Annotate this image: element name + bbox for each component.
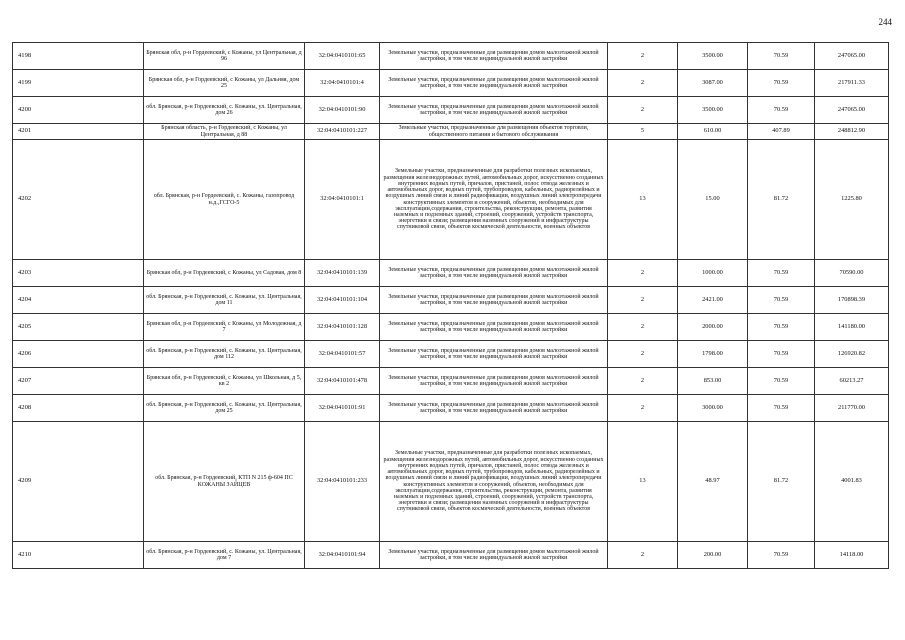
land-use-cell: Земельные участки, предназначенные для разработки полезных ископаемых, размещения железнодорожных путей, автомобильных дорог, искусственно созданных внутренних водных путей, причалов, пристаней, полос отвода железных и автомобильных дорог, водных путей, трубопроводов, кабельных, радиорелейных и воздушных линий связи и линий радиофикации, воздушных линий электропередачи конструктивных элементов и сооружений, объектов, необходимых для эксплуатации,содержания, строительства, реконструкции, ремонта, развития наземных и подземных зданий, строений, сооружений, устройств транспорта, энергетики и связи; размещения наземных сооружений и инфраструктуры спутниковой связи, объектов космической деятельности, военных объектов [380, 422, 608, 542]
land-use-cell: Земельные участки, предназначенные для разработки полезных ископаемых, размещения железнодорожных путей, автомобильных дорог, искусственно созданных внутренних водных путей, причалов, пристаней, полос отвода железных и автомобильных дорог, водных путей, трубопроводов, кабельных, радиорелейных и воздушных линий связи и линий радиофикации, воздушных линий электропередачи конструктивных элементов и сооружений, объектов, необходимых для эксплуатации,содержания, строительства, реконструкции, ремонта, развития наземных и подземных зданий, строений, сооружений, устройств транспорта, энергетики и связи; размещения наземных сооружений и инфраструктуры спутниковой связи, объектов космической деятельности, военных объектов [380, 140, 608, 260]
specific-value-cell: 70.59 [748, 43, 815, 70]
group-cell: 5 [608, 124, 678, 140]
cadastral-value-cell: 248812.90 [815, 124, 889, 140]
group-cell: 2 [608, 314, 678, 341]
table-row [13, 140, 889, 260]
cadastral-value-table [12, 42, 889, 569]
cadastral-value-cell: 217911.33 [815, 70, 889, 97]
land-use-cell: Земельные участки, предназначенные для размещения домов малоэтажной жилой застройки, в том числе индивидуальной жилой застройки [380, 260, 608, 287]
specific-value-cell: 70.59 [748, 97, 815, 124]
area-cell: 853.00 [678, 368, 748, 395]
table-row [13, 422, 889, 542]
area-cell: 2000.00 [678, 314, 748, 341]
land-use-cell: Земельные участки, предназначенные для размещения домов малоэтажной жилой застройки, в том числе индивидуальной жилой застройки [380, 97, 608, 124]
table-row [13, 341, 889, 368]
specific-value-cell: 70.59 [748, 70, 815, 97]
specific-value-cell: 70.59 [748, 341, 815, 368]
address-cell: обл. Брянская, р-н Гордеевский, с. Кожаны, ул. Центральная, дом 26 [144, 97, 305, 124]
land-use-cell: Земельные участки, предназначенные для размещения домов малоэтажной жилой застройки, в том числе индивидуальной жилой застройки [380, 70, 608, 97]
table-row [13, 43, 889, 70]
cadastral-value-cell: 4001.83 [815, 422, 889, 542]
cadastral-number-cell: 32:04:0410101:90 [305, 97, 380, 124]
row-number: 4209 [13, 422, 144, 542]
address-cell: обл. Брянская, р-н Гордеевский, с. Кожаны, газопровод н.д.,ГСГО-5 [144, 140, 305, 260]
land-use-cell: Земельные участки, предназначенные для размещения домов малоэтажной жилой застройки, в том числе индивидуальной жилой застройки [380, 341, 608, 368]
address-cell: Брянская обл, р-н Гордеевский, с Кожаны, ул Садовая, дом 8 [144, 260, 305, 287]
cadastral-number-cell: 32:04:0410101:94 [305, 542, 380, 569]
table-row [13, 97, 889, 124]
cadastral-value-cell: 170898.39 [815, 287, 889, 314]
specific-value-cell: 70.59 [748, 287, 815, 314]
area-cell: 3087.00 [678, 70, 748, 97]
specific-value-cell: 81.72 [748, 140, 815, 260]
area-cell: 1798.00 [678, 341, 748, 368]
table-row [13, 368, 889, 395]
cadastral-value-cell: 211770.00 [815, 395, 889, 422]
group-cell: 13 [608, 140, 678, 260]
area-cell: 200.00 [678, 542, 748, 569]
table-row [13, 542, 889, 569]
specific-value-cell: 407.89 [748, 124, 815, 140]
group-cell: 2 [608, 395, 678, 422]
area-cell: 1000.00 [678, 260, 748, 287]
cadastral-number-cell: 32:04:0410101:233 [305, 422, 380, 542]
group-cell: 2 [608, 341, 678, 368]
specific-value-cell: 70.59 [748, 368, 815, 395]
row-number: 4200 [13, 97, 144, 124]
area-cell: 3500.00 [678, 43, 748, 70]
land-use-cell: Земельные участки, предназначенные для размещения домов малоэтажной жилой застройки, в том числе индивидуальной жилой застройки [380, 287, 608, 314]
specific-value-cell: 81.72 [748, 422, 815, 542]
specific-value-cell: 70.59 [748, 260, 815, 287]
group-cell: 2 [608, 260, 678, 287]
table-row [13, 124, 889, 140]
area-cell: 2421.00 [678, 287, 748, 314]
cadastral-value-cell: 141180.00 [815, 314, 889, 341]
cadastral-number-cell: 32:04:0410101:227 [305, 124, 380, 140]
specific-value-cell: 70.59 [748, 395, 815, 422]
land-use-cell: Земельные участки, предназначенные для размещения домов малоэтажной жилой застройки, в том числе индивидуальной жилой застройки [380, 43, 608, 70]
area-cell: 610.00 [678, 124, 748, 140]
land-use-cell: Земельные участки, предназначенные для размещения домов малоэтажной жилой застройки, в том числе индивидуальной жилой застройки [380, 314, 608, 341]
group-cell: 2 [608, 368, 678, 395]
row-number: 4210 [13, 542, 144, 569]
group-cell: 2 [608, 43, 678, 70]
cadastral-value-cell: 126920.82 [815, 341, 889, 368]
table-row [13, 70, 889, 97]
area-cell: 48.97 [678, 422, 748, 542]
row-number: 4202 [13, 140, 144, 260]
row-number: 4206 [13, 341, 144, 368]
table-row [13, 287, 889, 314]
specific-value-cell: 70.59 [748, 314, 815, 341]
area-cell: 3000.00 [678, 395, 748, 422]
cadastral-number-cell: 32:04:0410101:57 [305, 341, 380, 368]
address-cell: обл. Брянская, р-н Гордеевский, с. Кожаны, ул. Центральная, дом 11 [144, 287, 305, 314]
group-cell: 2 [608, 542, 678, 569]
group-cell: 2 [608, 97, 678, 124]
table-row [13, 314, 889, 341]
cadastral-number-cell: 32:04:0410101:4 [305, 70, 380, 97]
cadastral-number-cell: 32:04:0410101:139 [305, 260, 380, 287]
row-number: 4205 [13, 314, 144, 341]
table-row [13, 395, 889, 422]
cadastral-value-cell: 247065.00 [815, 43, 889, 70]
address-cell: Брянская обл, р-н Гордеевский, с Кожаны, ул Дальняя, дом 25 [144, 70, 305, 97]
address-cell: обл. Брянская, р-н Гордеевский, КТП N 215 ф-604 ПС КОЖАНЫ ЗАЙЦЕВ [144, 422, 305, 542]
land-use-cell: Земельные участки, предназначенные для размещения домов малоэтажной жилой застройки, в том числе индивидуальной жилой застройки [380, 368, 608, 395]
cadastral-number-cell: 32:04:0410101:478 [305, 368, 380, 395]
cadastral-value-cell: 247065.00 [815, 97, 889, 124]
row-number: 4203 [13, 260, 144, 287]
land-use-cell: Земельные участки, предназначенные для размещения домов малоэтажной жилой застройки, в том числе индивидуальной жилой застройки [380, 542, 608, 569]
row-number: 4201 [13, 124, 144, 140]
address-cell: Брянская область, р-н Гордеевский, с Кожаны, ул Центральная, д 88 [144, 124, 305, 140]
cadastral-number-cell: 32:04:0410101:65 [305, 43, 380, 70]
cadastral-value-cell: 70590.00 [815, 260, 889, 287]
cadastral-number-cell: 32:04:0410101:1 [305, 140, 380, 260]
cadastral-number-cell: 32:04:0410101:104 [305, 287, 380, 314]
row-number: 4204 [13, 287, 144, 314]
row-number: 4198 [13, 43, 144, 70]
address-cell: обл. Брянская, р-н Гордеевский, с. Кожаны, ул. Центральная, дом 7 [144, 542, 305, 569]
row-number: 4199 [13, 70, 144, 97]
group-cell: 13 [608, 422, 678, 542]
page-number: 244 [878, 17, 892, 27]
address-cell: Брянская обл, р-н Гордеевский, с Кожаны, ул Молодежная, д 7 [144, 314, 305, 341]
specific-value-cell: 70.59 [748, 542, 815, 569]
row-number: 4207 [13, 368, 144, 395]
row-number: 4208 [13, 395, 144, 422]
area-cell: 3500.00 [678, 97, 748, 124]
address-cell: Брянская обл, р-н Гордеевский, с Кожаны, ул Школьная, д 5, кв 2 [144, 368, 305, 395]
group-cell: 2 [608, 70, 678, 97]
cadastral-value-cell: 14118.00 [815, 542, 889, 569]
land-use-cell: Земельные участки, предназначенные для размещения объектов торговли, общественного питания и бытового обслуживания [380, 124, 608, 140]
cadastral-value-cell: 60213.27 [815, 368, 889, 395]
group-cell: 2 [608, 287, 678, 314]
land-use-cell: Земельные участки, предназначенные для размещения домов малоэтажной жилой застройки, в том числе индивидуальной жилой застройки [380, 395, 608, 422]
address-cell: Брянская обл, р-н Гордеевский, с Кожаны, ул Центральная, д 96 [144, 43, 305, 70]
table-row [13, 260, 889, 287]
cadastral-number-cell: 32:04:0410101:128 [305, 314, 380, 341]
address-cell: обл. Брянская, р-н Гордеевский, с. Кожаны, ул. Центральная, дом 112 [144, 341, 305, 368]
cadastral-value-cell: 1225.80 [815, 140, 889, 260]
address-cell: обл. Брянская, р-н Гордеевский, с. Кожаны, ул. Центральная, дом 25 [144, 395, 305, 422]
cadastral-number-cell: 32:04:0410101:91 [305, 395, 380, 422]
area-cell: 15.00 [678, 140, 748, 260]
